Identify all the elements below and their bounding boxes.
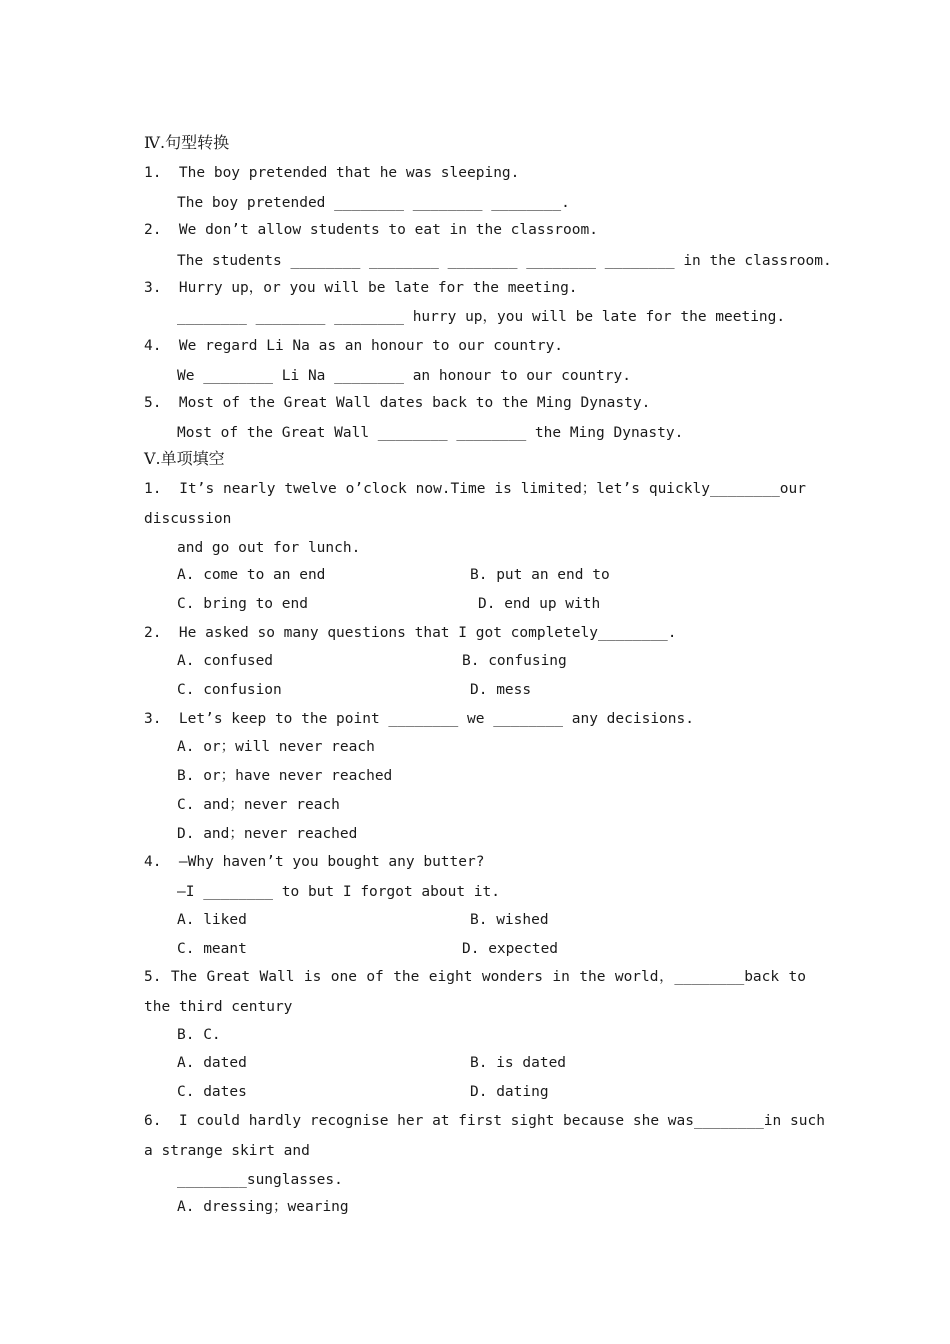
s5-q5-stem-line3: B. C.	[177, 1027, 221, 1043]
s5-q4-option-a: A. liked	[177, 912, 247, 928]
s5-q1-option-d: D. end up with	[478, 596, 601, 612]
s5-q4-option-c: C. meant	[177, 941, 247, 957]
s4-q1-sentence: 1. The boy pretended that he was sleeping.	[144, 165, 520, 181]
s5-q3-option-a: A. or；will never reach	[177, 739, 375, 755]
s4-q2-sentence: 2. We don’t allow students to eat in the classroom.	[144, 222, 598, 238]
s5-q2-option-d: D. mess	[470, 682, 532, 698]
s5-q5-option-b: B. is dated	[470, 1055, 567, 1071]
s5-q6-stem-line3: ________sunglasses.	[177, 1172, 343, 1188]
s4-q4-sentence: 4. We regard Li Na as an honour to our country.	[144, 338, 564, 354]
s4-q3-sentence: 3. Hurry up，or you will be late for the meeting.	[144, 280, 578, 296]
s5-q6-option-a: A. dressing；wearing	[177, 1199, 349, 1215]
s4-q5-sentence: 5. Most of the Great Wall dates back to the Ming Dynasty.	[144, 395, 651, 411]
s5-q6-stem-line1: 6. I could hardly recognise her at first sight because she was________in such	[144, 1113, 825, 1129]
s4-q3-rewrite: ________ ________ ________ hurry up，you will be late for the meeting.	[177, 309, 786, 325]
section-5-title: Ⅴ.单项填空	[144, 449, 225, 468]
s5-q3-option-c: C. and；never reach	[177, 797, 340, 813]
s5-q4-stem-line2: —I ________ to but I forgot about it.	[177, 884, 501, 900]
s5-q5-option-c: C. dates	[177, 1084, 247, 1100]
s5-q4-option-d: D. expected	[462, 941, 559, 957]
s5-q3-option-b: B. or；have never reached	[177, 768, 393, 784]
s5-q1-stem-line1: 1. It’s nearly twelve o’clock now.Time is limited；let’s quickly________our	[144, 481, 806, 497]
s5-q4-stem-line1: 4. —Why haven’t you bought any butter?	[144, 854, 485, 870]
s4-q1-rewrite: The boy pretended ________ ________ ________.	[177, 195, 570, 211]
s5-q5-stem-line1: 5. The Great Wall is one of the eight wonders in the world，________back to	[144, 969, 806, 985]
s5-q2-option-a: A. confused	[177, 653, 274, 669]
s5-q5-option-d: D. dating	[470, 1084, 549, 1100]
s5-q1-option-c: C. bring to end	[177, 596, 308, 612]
s4-q5-rewrite: Most of the Great Wall ________ ________ the Ming Dynasty.	[177, 425, 684, 441]
section-4-title: Ⅳ.句型转换	[144, 133, 230, 152]
s4-q2-rewrite: The students ________ ________ ________ ________ ________ in the classroom.	[177, 253, 832, 269]
s5-q5-stem-line2: the third century	[144, 999, 293, 1015]
s5-q3-stem: 3. Let’s keep to the point ________ we ________ any decisions.	[144, 711, 694, 727]
s5-q4-option-b: B. wished	[470, 912, 549, 928]
s5-q1-option-b: B. put an end to	[470, 567, 610, 583]
s5-q5-option-a: A. dated	[177, 1055, 247, 1071]
s5-q1-stem-line3: and go out for lunch.	[177, 540, 361, 556]
s5-q1-stem-line2: discussion	[144, 511, 232, 527]
s5-q2-option-b: B. confusing	[462, 653, 567, 669]
s5-q3-option-d: D. and；never reached	[177, 826, 358, 842]
s5-q2-option-c: C. confusion	[177, 682, 282, 698]
s5-q2-stem: 2. He asked so many questions that I got completely________.	[144, 625, 677, 641]
s5-q1-option-a: A. come to an end	[177, 567, 326, 583]
s4-q4-rewrite: We ________ Li Na ________ an honour to our country.	[177, 368, 631, 384]
s5-q6-stem-line2: a strange skirt and	[144, 1143, 310, 1159]
